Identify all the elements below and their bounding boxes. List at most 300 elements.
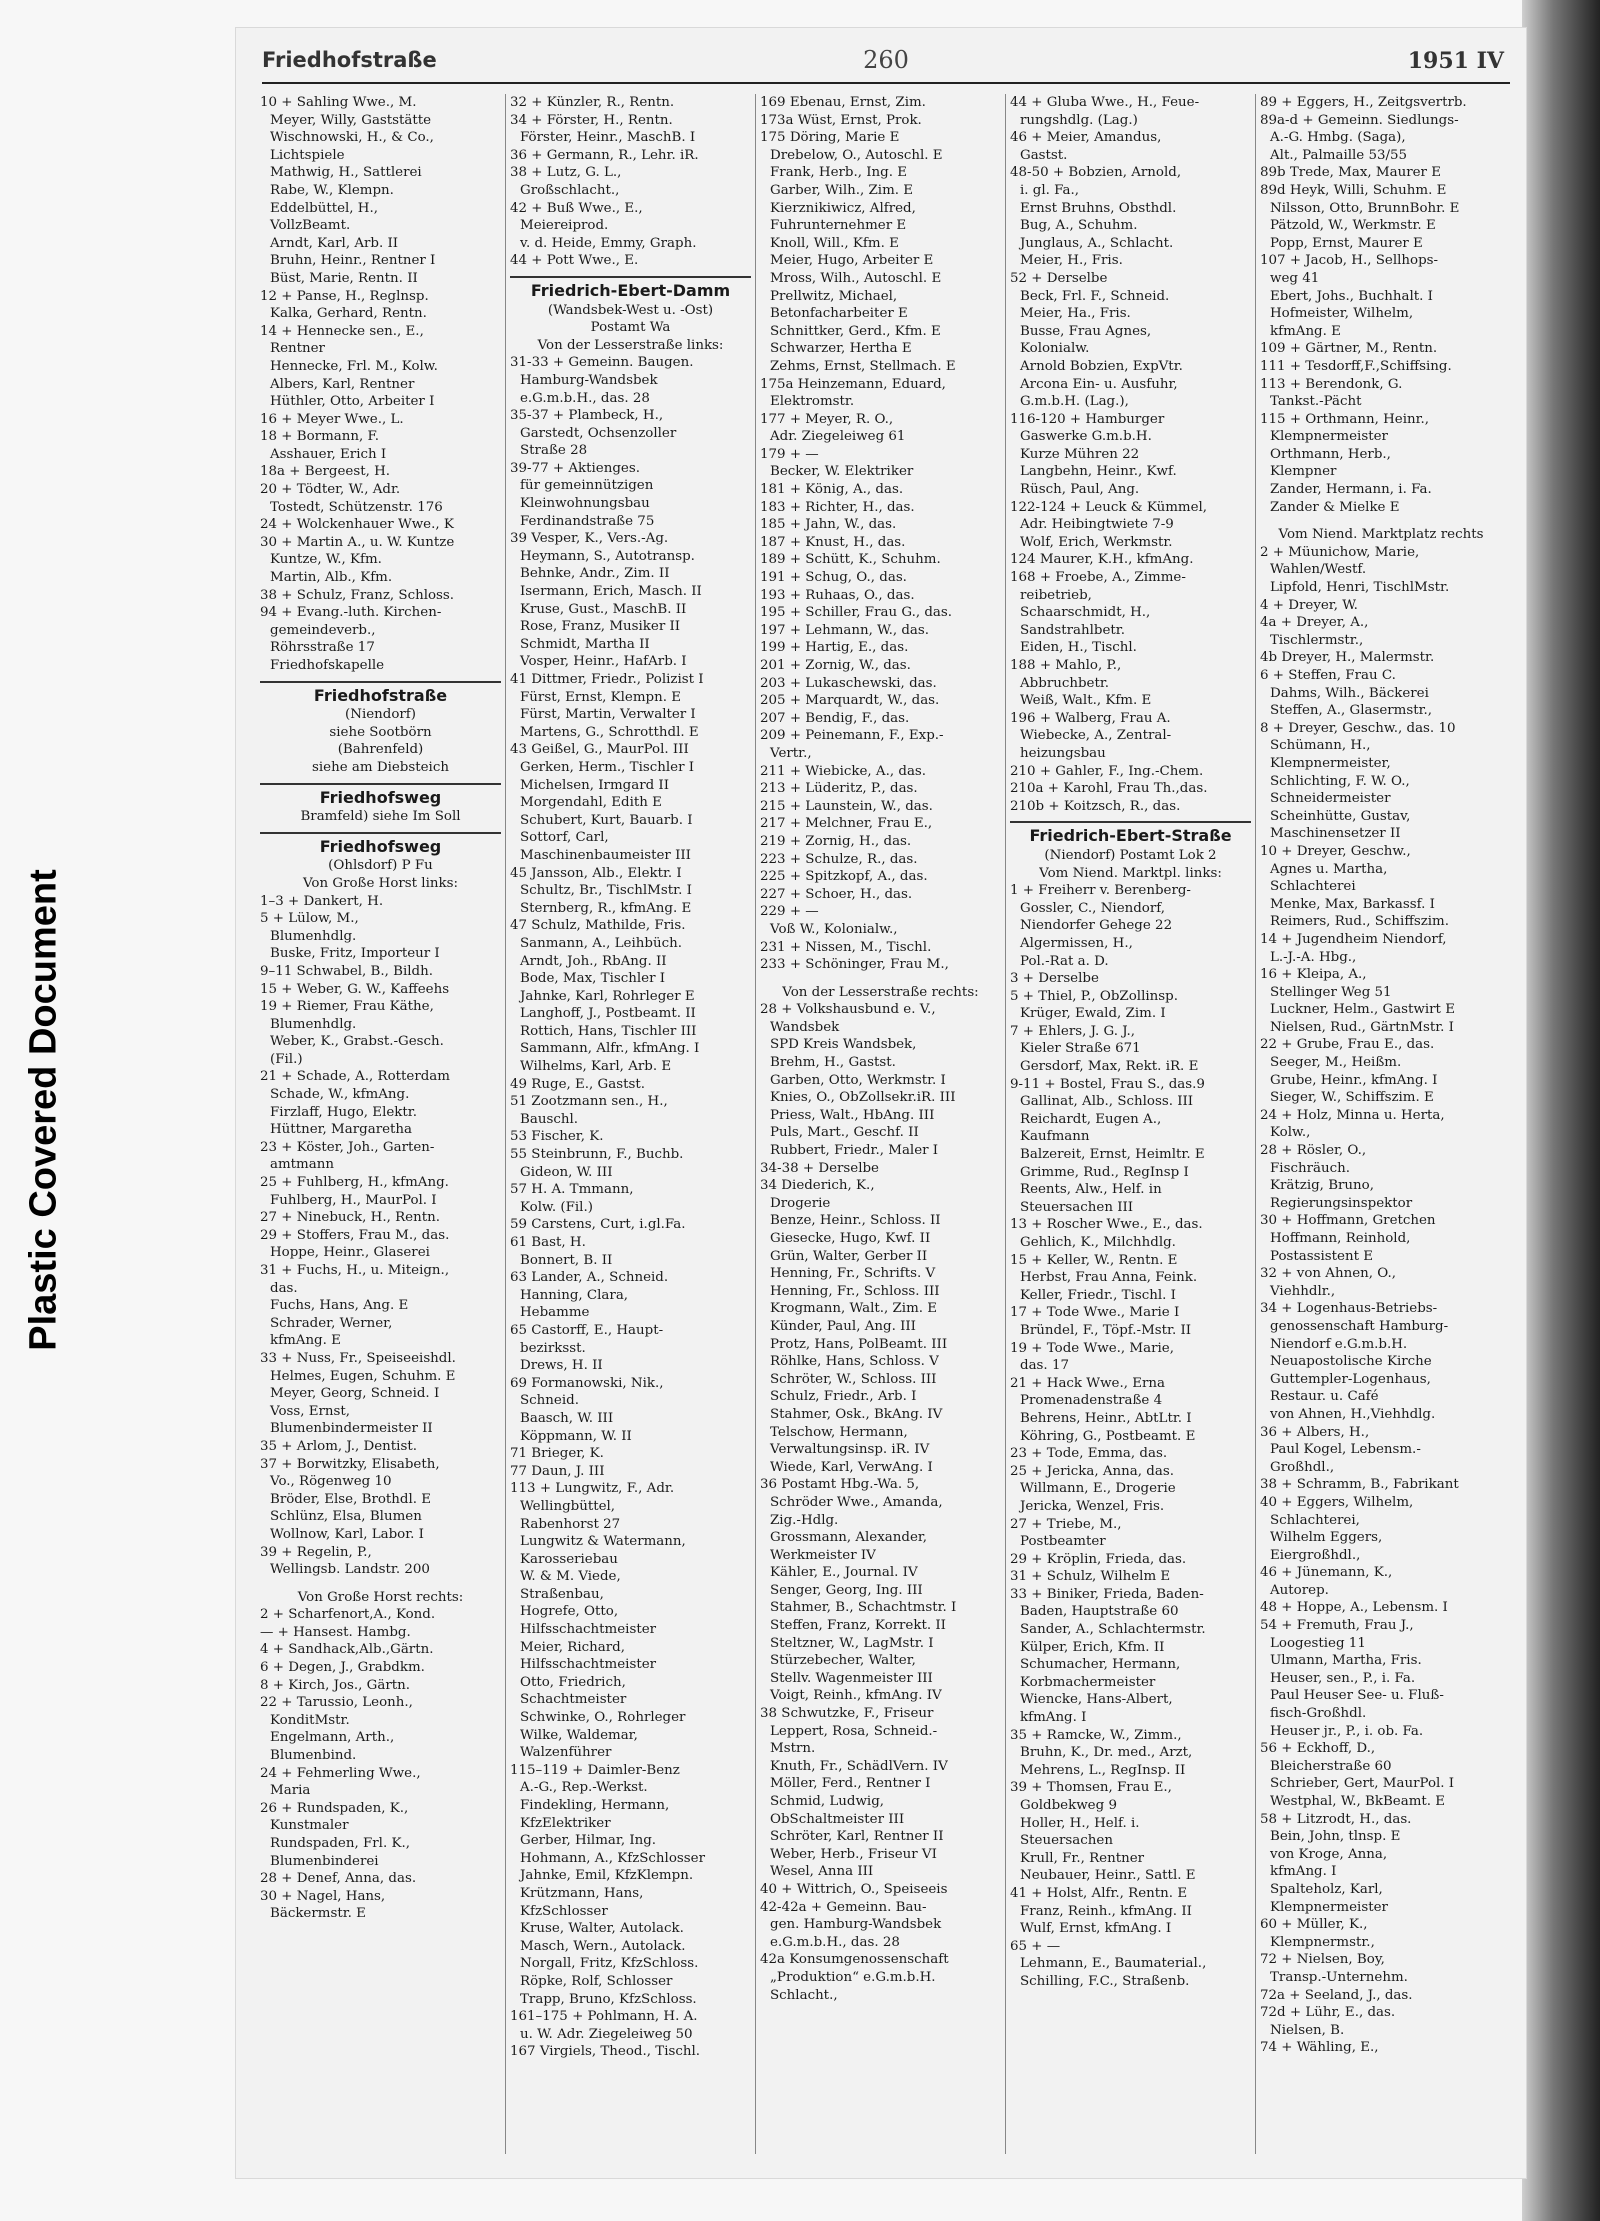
resident-entry: Arndt, Karl, Arb. II — [270, 235, 399, 251]
street-subheading: Von der Lesserstraße rechts: — [782, 984, 979, 1000]
resident-entry: Meier, Richard, — [520, 1639, 625, 1655]
address-entry: 32 + von Ahnen, O., — [1260, 1266, 1396, 1282]
address-entry: 61 Bast, H. — [510, 1235, 586, 1250]
address-entry: 9–11 Schwabel, B., Bildh. — [260, 963, 434, 979]
address-entry: 7 + Ehlers, J. G. J., — [1010, 1023, 1136, 1039]
directory-column-4 — [1006, 94, 1256, 2154]
address-entry: 48-50 + Bobzien, Arnold, — [1010, 165, 1182, 181]
address-entry: 23 + Köster, Joh., Garten- — [260, 1139, 435, 1155]
resident-entry: Adr. Ziegeleiweg 61 — [770, 429, 906, 445]
resident-entry: Engelmann, Arth., — [270, 1730, 395, 1746]
resident-entry: Findekling, Hermann, — [520, 1798, 670, 1813]
resident-entry: Hanning, Clara, — [520, 1287, 629, 1303]
resident-entry: Knies, O., ObZollsekr.iR. III — [770, 1090, 956, 1106]
resident-entry: Großschlacht., — [520, 182, 620, 198]
resident-entry: Meier, Hugo, Arbeiter E — [770, 253, 934, 269]
address-entry: 229 + — — [760, 904, 819, 920]
resident-entry: Wulf, Ernst, kfmAng. I — [1020, 1921, 1172, 1937]
address-entry: 42-42a + Gemeinn. Bau- — [760, 1899, 927, 1915]
address-entry: 22 + Grube, Frau E., das. — [1260, 1037, 1435, 1053]
resident-entry: Ernst Bruhns, Obsthdl. — [1020, 200, 1177, 216]
address-entry: 223 + Schulze, R., das. — [760, 851, 918, 867]
address-entry: 51 Zootzmann sen., H., — [510, 1094, 668, 1110]
resident-entry: Lehmann, E., Baumaterial., — [1020, 1956, 1207, 1972]
address-entry: 41 + Holst, Alfr., Rentn. E — [1010, 1885, 1188, 1901]
resident-entry: Firzlaff, Hugo, Elektr. — [270, 1104, 417, 1120]
resident-entry: Kleinwohnungsbau — [520, 496, 650, 512]
resident-entry: Garstedt, Ochsenzoller — [520, 425, 677, 441]
resident-entry: Korbmachermeister — [1020, 1674, 1156, 1690]
address-entry: 28 + Denef, Anna, das. — [260, 1871, 417, 1887]
resident-entry: Hennecke, Frl. M., Kolw. — [270, 358, 438, 374]
address-entry: 57 H. A. Tmmann, — [510, 1182, 634, 1198]
address-entry: 24 + Wolckenhauer Wwe., K — [260, 517, 454, 533]
address-entry: 24 + Fehmerling Wwe., — [260, 1765, 421, 1781]
address-entry: 31 + Fuchs, H., u. Miteign., — [260, 1263, 450, 1278]
street-subheading: (Ohlsdorf) P Fu — [328, 858, 433, 874]
address-entry: 207 + Bendig, F., das. — [760, 710, 910, 726]
address-entry: 16 + Kleipa, A., — [1260, 967, 1367, 983]
resident-entry: Adr. Heibingtwiete 7-9 — [1020, 517, 1174, 533]
resident-entry: Schlacht., — [770, 1987, 838, 2003]
resident-entry: Großhdl., — [1270, 1459, 1335, 1475]
resident-entry: Bode, Max, Tischler I — [520, 971, 666, 987]
resident-entry: Wolf, Erich, Werkmstr. — [1020, 534, 1173, 550]
resident-entry: Prellwitz, Michael, — [770, 288, 898, 304]
resident-entry: Bründel, F., Töpf.-Mstr. II — [1020, 1322, 1192, 1338]
directory-column-2 — [506, 94, 756, 2154]
resident-entry: Schmid, Ludwig, — [770, 1794, 885, 1809]
address-entry: 27 + Ninebuck, H., Rentn. — [260, 1210, 440, 1226]
address-entry: 58 + Litzrodt, H., das. — [1260, 1811, 1412, 1827]
resident-entry: Menke, Max, Barkassf. I — [1270, 896, 1435, 912]
address-entry: 31-33 + Gemeinn. Baugen. — [510, 355, 694, 371]
resident-entry: Friedhofskapelle — [270, 658, 385, 673]
resident-entry: Schneid. — [520, 1393, 579, 1409]
address-entry: 94 + Evang.-luth. Kirchen- — [260, 605, 442, 621]
resident-entry: Lungwitz & Watermann, — [520, 1534, 686, 1550]
street-subheading: Von Große Horst rechts: — [297, 1589, 464, 1605]
address-entry: 210a + Karohl, Frau Th.,das. — [1010, 781, 1208, 797]
address-entry: 37 + Borwitzky, Elisabeth, — [260, 1456, 440, 1472]
resident-entry: v. d. Heide, Emmy, Graph. — [520, 235, 697, 251]
resident-entry: Kierznikiwicz, Alfred, — [770, 200, 916, 216]
resident-entry: Gersdorf, Max, Rekt. iR. E — [1020, 1059, 1199, 1075]
street-subheading: siehe am Diebsteich — [312, 759, 449, 775]
resident-entry: Lichtspiele — [270, 147, 345, 163]
resident-entry: Tankst.-Pächt — [1270, 394, 1362, 410]
resident-entry: Tischlermstr., — [1270, 632, 1364, 648]
resident-entry: Krull, Fr., Rentner — [1020, 1850, 1145, 1866]
street-subheading: Von Große Horst links: — [302, 875, 458, 891]
resident-entry: Schröder Wwe., Amanda, — [770, 1494, 943, 1510]
address-entry: 89b Trede, Max, Maurer E — [1260, 165, 1441, 181]
resident-entry: heizungsbau — [1020, 745, 1106, 761]
resident-entry: Büst, Marie, Rentn. II — [270, 270, 418, 286]
resident-entry: Maria — [270, 1783, 311, 1799]
address-entry: 209 + Peinemann, F., Exp.- — [760, 728, 944, 744]
resident-entry: von Ahnen, H.,Viehhdlg. — [1270, 1406, 1436, 1422]
resident-entry: Sottorf, Carl, — [520, 830, 609, 846]
resident-entry: Jahnke, Emil, KfzKlempn. — [520, 1868, 694, 1884]
resident-entry: Gallinat, Alb., Schloss. III — [1020, 1094, 1194, 1110]
resident-entry: Pätzold, W., Werkmstr. E — [1270, 218, 1436, 234]
address-entry: 29 + Kröplin, Frieda, das. — [1010, 1551, 1187, 1567]
resident-entry: Arnold Bobzien, ExpVtr. — [1020, 358, 1183, 374]
address-entry: 27 + Triebe, M., — [1010, 1516, 1122, 1532]
resident-entry: Röpke, Rolf, Schlosser — [520, 1973, 673, 1989]
resident-entry: Trapp, Bruno, KfzSchloss. — [520, 1991, 697, 2007]
address-entry: 46 + Meier, Amandus, — [1010, 130, 1162, 146]
address-entry: 205 + Marquardt, W., das. — [760, 693, 940, 709]
resident-entry: Nielsen, B. — [1270, 2022, 1345, 2038]
resident-entry: L.-J.-A. Hbg., — [1270, 949, 1357, 965]
resident-entry: Gaswerke G.m.b.H. — [1020, 429, 1152, 445]
resident-entry: kfmAng. I — [1020, 1710, 1087, 1726]
resident-entry: u. W. Adr. Ziegeleiweg 50 — [520, 2026, 693, 2042]
resident-entry: Paul Heuser See- u. Fluß- — [1270, 1688, 1444, 1704]
address-entry: 28 + Rösler, O., — [1260, 1143, 1367, 1159]
resident-entry: Niendorf e.G.m.b.H. — [1270, 1336, 1408, 1352]
resident-entry: Garben, Otto, Werkmstr. I — [770, 1072, 946, 1088]
address-entry: 44 + Gluba Wwe., H., Feue- — [1010, 95, 1200, 110]
resident-entry: Orthmann, Herb., — [1270, 446, 1391, 462]
address-entry: 26 + Rundspaden, K., — [260, 1800, 409, 1816]
address-entry: 65 Castorff, E., Haupt- — [510, 1322, 664, 1338]
resident-entry: Rose, Franz, Musiker II — [520, 619, 681, 635]
resident-entry: Alt., Palmaille 53/55 — [1270, 147, 1408, 163]
resident-entry: Asshauer, Erich I — [270, 446, 387, 462]
resident-entry: VollzBeamt. — [270, 218, 351, 234]
address-entry: 52 + Derselbe — [1010, 270, 1108, 286]
address-entry: 41 Dittmer, Friedr., Polizist I — [510, 672, 704, 687]
resident-entry: (Fil.) — [270, 1051, 303, 1067]
page-number: 260 — [863, 46, 909, 74]
address-entry: 34 + Förster, H., Rentn. — [510, 112, 673, 128]
resident-entry: Mathwig, H., Sattlerei — [270, 165, 422, 181]
resident-entry: Krüger, Ewald, Zim. I — [1020, 1006, 1166, 1022]
address-entry: 30 + Martin A., u. W. Kuntze — [260, 534, 455, 550]
address-entry: 54 + Fremuth, Frau J., — [1260, 1618, 1414, 1634]
address-entry: 38 + Lutz, G. L., — [510, 165, 622, 181]
address-entry: 21 + Schade, A., Rotterdam — [260, 1069, 450, 1085]
address-entry: 16 + Meyer Wwe., L. — [260, 411, 404, 427]
resident-entry: Holler, H., Helf. i. — [1020, 1815, 1140, 1831]
resident-entry: fisch-Großhdl. — [1270, 1706, 1367, 1722]
resident-entry: Schlünz, Elsa, Blumen — [270, 1509, 422, 1525]
resident-entry: Schade, W., kfmAng. — [270, 1087, 410, 1103]
resident-entry: Bleicherstraße 60 — [1270, 1758, 1392, 1774]
address-entry: 211 + Wiebicke, A., das. — [760, 763, 927, 779]
resident-entry: Schrader, Werner, — [270, 1315, 393, 1331]
resident-entry: Nielsen, Rud., GärtnMstr. I — [1270, 1019, 1454, 1035]
address-entry: 25 + Fuhlberg, H., kfmAng. — [260, 1175, 449, 1191]
resident-entry: Rabe, W., Klempn. — [270, 182, 394, 198]
resident-entry: Neuapostolische Kirche — [1270, 1354, 1432, 1370]
resident-entry: Niendorfer Gehege 22 — [1020, 918, 1173, 934]
resident-entry: Stürzebecher, Walter, — [770, 1653, 916, 1669]
resident-entry: von Kroge, Anna, — [1270, 1846, 1388, 1862]
resident-entry: Kieler Straße 671 — [1020, 1041, 1141, 1057]
section-gap — [260, 1579, 501, 1589]
address-entry: 109 + Gärtner, M., Rentn. — [1260, 341, 1438, 357]
address-entry: 2 + Scharfenort,A., Kond. — [260, 1607, 436, 1623]
address-entry: 231 + Nissen, M., Tischl. — [760, 939, 932, 955]
resident-entry: Protz, Hans, PolBeamt. III — [770, 1336, 948, 1352]
resident-entry: Voigt, Reinh., kfmAng. IV — [770, 1688, 942, 1704]
resident-entry: Gerken, Herm., Tischler I — [520, 759, 695, 775]
resident-entry: Betonfacharbeiter E — [770, 306, 908, 322]
resident-entry: Spalteholz, Karl, — [1270, 1881, 1383, 1897]
resident-entry: Bug, A., Schuhm. — [1020, 218, 1138, 234]
resident-entry: Jahnke, Karl, Rohrleger E — [520, 988, 695, 1004]
resident-entry: Willmann, E., Drogerie — [1020, 1481, 1176, 1497]
resident-entry: Steltzner, W., LagMstr. I — [770, 1635, 934, 1651]
address-entry: 217 + Melchner, Frau E., — [760, 816, 933, 832]
address-entry: — + Hansest. Hambg. — [260, 1624, 411, 1640]
resident-entry: Voss, Ernst, — [270, 1403, 351, 1419]
resident-entry: Kolonialw. — [1020, 341, 1090, 357]
address-entry: 188 + Mahlo, P., — [1010, 658, 1122, 673]
resident-entry: Reents, Alw., Helf. in — [1020, 1182, 1162, 1198]
resident-entry: A.-G. Hmbg. (Saga), — [1270, 130, 1406, 146]
resident-entry: Otto, Friedrich, — [520, 1674, 626, 1690]
resident-entry: Benze, Heinr., Schloss. II — [770, 1213, 941, 1229]
resident-entry: Agnes u. Martha, — [1270, 861, 1388, 877]
street-heading: Friedrich-Ebert-Damm — [510, 276, 751, 300]
resident-entry: KonditMstr. — [270, 1712, 350, 1728]
resident-entry: Meier, H., Fris. — [1020, 253, 1123, 269]
page-edge-shadow — [1522, 0, 1600, 2221]
resident-entry: Drews, H. II — [520, 1358, 603, 1374]
resident-entry: Kaufmann — [1020, 1129, 1090, 1145]
resident-entry: Giesecke, Hugo, Kwf. II — [770, 1231, 931, 1246]
resident-entry: Heuser jr., P., i. ob. Fa. — [1270, 1723, 1424, 1739]
address-entry: 199 + Hartig, E., das. — [760, 640, 909, 656]
street-heading: Friedhofsweg — [260, 783, 501, 807]
resident-entry: Schröter, Karl, Rentner II — [770, 1829, 944, 1845]
resident-entry: Westphal, W., BkBeamt. E — [1270, 1794, 1446, 1809]
resident-entry: Walzenführer — [520, 1745, 612, 1761]
street-subheading: Vom Niend. Marktplatz rechts — [1278, 527, 1484, 543]
resident-entry: Rubbert, Friedr., Maler I — [770, 1143, 939, 1159]
street-subheading: (Niendorf) — [345, 707, 416, 723]
resident-entry: Blumenbinderei — [270, 1853, 379, 1869]
resident-entry: Hüttner, Margaretha — [270, 1122, 413, 1138]
address-entry: 8 + Kirch, Jos., Gärtn. — [260, 1677, 410, 1693]
address-entry: 189 + Schütt, K., Schuhm. — [760, 552, 941, 568]
resident-entry: Klempnermeister — [1270, 1899, 1388, 1915]
resident-entry: Schachtmeister — [520, 1692, 627, 1708]
resident-entry: Priess, Walt., HbAng. III — [770, 1107, 935, 1123]
resident-entry: Bruhn, K., Dr. med., Arzt, — [1020, 1745, 1193, 1761]
resident-entry: Gossler, C., Niendorf, — [1020, 900, 1166, 916]
resident-entry: Hohmann, A., KfzSchlosser — [520, 1850, 705, 1866]
address-entry: 24 + Holz, Minna u. Herta, — [1260, 1107, 1445, 1123]
resident-entry: Gehlich, K., Milchhdlg. — [1020, 1235, 1176, 1250]
resident-entry: Grossmann, Alexander, — [770, 1530, 928, 1546]
resident-entry: Hebamme — [520, 1305, 590, 1321]
resident-entry: Kolw. (Fil.) — [520, 1199, 593, 1215]
resident-entry: Wesel, Anna III — [770, 1864, 874, 1880]
resident-entry: Schultz, Br., TischlMstr. I — [520, 883, 692, 899]
address-entry: 22 + Tarussio, Leonh., — [260, 1695, 413, 1711]
resident-entry: Werkmeister IV — [770, 1547, 876, 1563]
street-subheading: siehe Sootbörn — [329, 724, 432, 740]
resident-entry: Kruse, Walter, Autolack. — [520, 1921, 684, 1937]
resident-entry: Sammann, Alfr., kfmAng. I — [520, 1041, 700, 1057]
resident-entry: Külper, Erich, Kfm. II — [1020, 1639, 1165, 1655]
address-entry: 175a Heinzemann, Eduard, — [760, 376, 946, 392]
resident-entry: kfmAng. E — [1270, 323, 1341, 339]
resident-entry: KfzSchlosser — [520, 1903, 608, 1919]
address-entry: 89d Heyk, Willi, Schuhm. E — [1260, 182, 1447, 198]
resident-entry: Meyer, Willy, Gaststätte — [270, 112, 432, 128]
resident-entry: Mehrens, L., RegInsp. II — [1020, 1762, 1186, 1778]
resident-entry: Martin, Alb., Kfm. — [270, 570, 393, 586]
resident-entry: Heymann, S., Autotransp. — [520, 548, 695, 564]
address-entry: 191 + Schug, O., das. — [760, 570, 907, 586]
plastic-covered-document-label: Plastic Covered Document — [22, 869, 65, 1351]
resident-entry: Krätzig, Bruno, — [1270, 1178, 1374, 1194]
address-entry: 168 + Froebe, A., Zimme- — [1010, 570, 1186, 586]
resident-entry: das. — [270, 1280, 298, 1296]
resident-entry: Klempnermstr., — [1270, 1934, 1375, 1950]
address-entry: 35 + Arlom, J., Dentist. — [260, 1438, 417, 1454]
resident-entry: das. 17 — [1020, 1358, 1069, 1374]
resident-entry: Gerber, Hilmar, Ing. — [520, 1833, 657, 1849]
address-entry: 55 Steinbrunn, F., Buchb. — [510, 1147, 684, 1163]
resident-entry: Michelsen, Irmgard II — [520, 777, 670, 793]
resident-entry: Klempner — [1270, 464, 1337, 480]
resident-entry: Regierungsinspektor — [1270, 1195, 1413, 1211]
resident-entry: rungshdlg. (Lag.) — [1020, 112, 1138, 128]
resident-entry: Henning, Fr., Schrifts. V — [770, 1266, 936, 1282]
address-entry: 35 + Ramcke, W., Zimm., — [1010, 1727, 1182, 1743]
address-entry: 5 + Lülow, M., — [260, 911, 359, 927]
address-entry: 21 + Hack Wwe., Erna — [1010, 1375, 1166, 1391]
resident-entry: Köhring, G., Postbeamt. E — [1020, 1428, 1196, 1444]
address-entry: 40 + Wittrich, O., Speiseeis — [760, 1881, 948, 1897]
address-entry: 28 + Volkshausbund e. V., — [760, 1002, 936, 1018]
resident-entry: Hilfsschachtmeister — [520, 1657, 657, 1673]
resident-entry: Schumacher, Hermann, — [1020, 1657, 1181, 1673]
address-entry: 39 + Thomsen, Frau E., — [1010, 1780, 1172, 1796]
street-subheading: Bramfeld) siehe Im Soll — [300, 809, 461, 825]
resident-entry: Telschow, Hermann, — [770, 1424, 908, 1440]
resident-entry: Langhoff, J., Postbeamt. II — [520, 1006, 696, 1022]
address-entry: 6 + Degen, J., Grabdkm. — [260, 1660, 425, 1676]
resident-entry: Steffen, Franz, Korrekt. II — [770, 1618, 946, 1634]
resident-entry: Drogerie — [770, 1195, 831, 1211]
address-entry: 19 + Tode Wwe., Marie, — [1010, 1340, 1174, 1356]
resident-entry: Köppmann, W. II — [520, 1428, 632, 1444]
resident-entry: Paul Kogel, Lebensm.- — [1270, 1442, 1421, 1458]
address-entry: 38 Schwutzke, F., Friseur — [760, 1706, 934, 1722]
address-entry: 167 Virgiels, Theod., Tischl. — [510, 2044, 701, 2060]
address-entry: 31 + Schulz, Wilhelm E — [1010, 1569, 1171, 1585]
resident-entry: Behnke, Andr., Zim. II — [520, 566, 670, 582]
resident-entry: Arndt, Joh., RbAng. II — [520, 953, 667, 969]
resident-entry: Steuersachen III — [1020, 1199, 1134, 1215]
address-entry: 111 + Tesdorff,F.,Schiffsing. — [1260, 358, 1452, 374]
resident-entry: Wandsbek — [770, 1019, 840, 1035]
resident-entry: Wischnowski, H., & Co., — [270, 130, 434, 146]
resident-entry: Guttempler-Logenhaus, — [1270, 1371, 1431, 1387]
resident-entry: Sander, A., Schlachtermstr. — [1020, 1622, 1206, 1638]
address-entry: 177 + Meyer, R. O., — [760, 411, 894, 427]
resident-entry: Schlachterei, — [1270, 1512, 1360, 1528]
resident-entry: Frank, Herb., Ing. E — [770, 165, 908, 181]
address-entry: 181 + König, A., das. — [760, 482, 904, 498]
address-entry: 18a + Bergeest, H. — [260, 464, 391, 480]
address-entry: 17 + Tode Wwe., Marie I — [1010, 1305, 1180, 1321]
address-entry: 203 + Lukaschewski, das. — [760, 675, 937, 691]
address-entry: 4 + Sandhack,Alb.,Gärtn. — [260, 1642, 434, 1658]
address-entry: 210b + Koitzsch, R., das. — [1010, 798, 1181, 814]
resident-entry: Meyer, Georg, Schneid. I — [270, 1386, 440, 1402]
address-entry: 5 + Thiel, P., ObZollinsp. — [1010, 988, 1178, 1004]
resident-entry: Grimme, Rud., RegInsp I — [1020, 1164, 1189, 1180]
resident-entry: Buske, Fritz, Importeur I — [270, 946, 440, 962]
resident-entry: Weiß, Walt., Kfm. E — [1020, 693, 1152, 709]
address-entry: 69 Formanowski, Nik., — [510, 1375, 664, 1391]
resident-entry: Nilsson, Otto, BrunnBohr. E — [1270, 200, 1460, 216]
address-entry: 43 Geißel, G., MaurPol. III — [510, 742, 689, 758]
page-header — [262, 42, 1510, 84]
resident-entry: Hofmeister, Wilhelm, — [1270, 306, 1414, 322]
address-entry: 225 + Spitzkopf, A., das. — [760, 869, 928, 885]
section-gap — [760, 974, 1001, 984]
address-entry: 89 + Eggers, H., Zeitgsvertrb. — [1260, 95, 1467, 110]
resident-entry: Klempnermeister, — [1270, 755, 1391, 771]
resident-entry: Drebelow, O., Autoschl. E — [770, 147, 943, 163]
resident-entry: Schrieber, Gert, MaurPol. I — [1270, 1776, 1455, 1792]
resident-entry: Schnittker, Gerd., Kfm. E — [770, 323, 941, 339]
address-entry: 46 + Jünemann, K., — [1260, 1565, 1393, 1581]
resident-entry: Rentner — [270, 341, 325, 357]
resident-entry: Arcona Ein- u. Ausfuhr, — [1020, 376, 1178, 392]
address-entry: 13 + Roscher Wwe., E., das. — [1010, 1217, 1203, 1233]
resident-entry: Becker, W. Elektriker — [770, 464, 914, 480]
resident-entry: Popp, Ernst, Maurer E — [1270, 235, 1423, 251]
address-entry: 173a Wüst, Ernst, Prok. — [760, 112, 922, 128]
address-entry: 59 Carstens, Curt, i.gl.Fa. — [510, 1217, 686, 1233]
resident-entry: Stahmer, Osk., BkAng. IV — [770, 1406, 943, 1422]
address-entry: 4a + Dreyer, A., — [1260, 615, 1369, 631]
resident-entry: Wellingbüttel, — [520, 1498, 616, 1514]
directory-column-1 — [256, 94, 506, 2154]
resident-entry: Vertr., — [770, 745, 812, 761]
address-entry: 44 + Pott Wwe., E. — [510, 253, 639, 269]
resident-entry: Vosper, Heinr., HafArb. I — [520, 654, 687, 670]
resident-entry: Norgall, Fritz, KfzSchloss. — [520, 1956, 699, 1972]
address-entry: 72 + Nielsen, Boy, — [1260, 1952, 1385, 1968]
resident-entry: Lipfold, Henri, TischlMstr. — [1270, 580, 1450, 596]
resident-entry: Zehms, Ernst, Stellmach. E — [770, 358, 956, 374]
resident-entry: Kähler, E., Journal. IV — [770, 1565, 918, 1581]
address-entry: 175 Döring, Marie E — [760, 130, 900, 146]
resident-entry: Postbeamter — [1020, 1534, 1106, 1550]
resident-entry: „Produktion“ e.G.m.b.H. — [770, 1969, 936, 1985]
address-entry: 4 + Dreyer, W. — [1260, 597, 1358, 613]
resident-entry: Mstrn. — [770, 1741, 816, 1757]
resident-entry: Wellingsb. Landstr. 200 — [270, 1562, 430, 1578]
resident-entry: Steuersachen — [1020, 1833, 1113, 1849]
running-head-street: Friedhofstraße — [262, 48, 437, 72]
address-entry: 1 + Freiherr v. Berenberg- — [1010, 883, 1191, 899]
resident-entry: Masch, Wern., Autolack. — [520, 1938, 686, 1954]
